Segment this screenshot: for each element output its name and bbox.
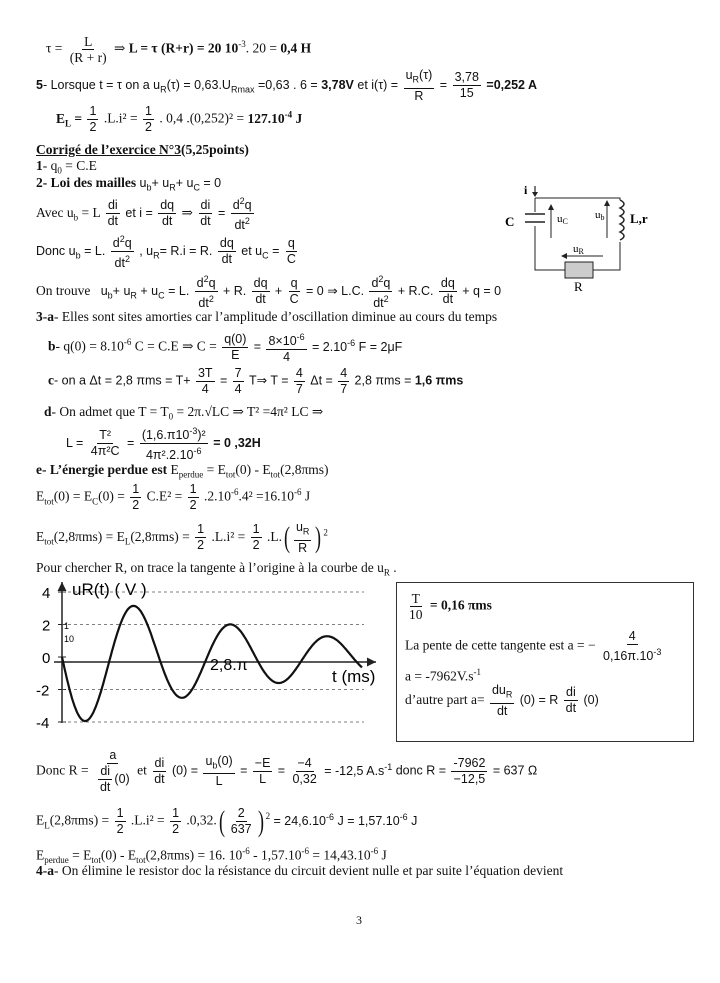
text: = L. [80, 243, 106, 258]
text: .L.i² = [103, 110, 138, 126]
text: , u [139, 243, 154, 258]
fraction [152, 756, 166, 787]
text: - Elles sont sites amorties car l’amplitude d’oscillation diminue au cours du temps [54, 309, 498, 324]
text: E [36, 847, 45, 863]
den: L [215, 774, 223, 789]
q2: 2- Loi des mailles $u_b+ u_R+ u_C = 0$ [36, 175, 222, 193]
text: (τ) = 0,63.U [166, 78, 231, 93]
q3d [44, 404, 323, 422]
num: 3T [197, 366, 213, 380]
text: 2,8 πms = [354, 373, 412, 388]
den: 2 [197, 538, 205, 553]
fraction: $\frac{dq}{dt}$ [219, 236, 234, 267]
fraction [222, 332, 248, 363]
den: L [259, 772, 267, 786]
current-arrow-head-icon [532, 192, 538, 197]
fraction [490, 683, 514, 719]
text: Donc u [36, 243, 76, 258]
text: + q = 0 [462, 283, 502, 298]
num: d [232, 198, 240, 213]
fraction [94, 748, 132, 795]
num: 1 [172, 806, 180, 820]
den: C [286, 252, 296, 267]
text: - Lorsque t = τ on a u [42, 78, 161, 93]
text: Δt = [310, 373, 333, 388]
label: 1 [36, 158, 43, 173]
den: E [231, 348, 240, 363]
text: + [274, 283, 283, 298]
text: F = 2μF [355, 339, 403, 354]
L-calc [66, 424, 261, 463]
text: (0) = [172, 763, 199, 778]
fraction: $\frac{u_R}{R}$ [295, 520, 310, 555]
q3b: b- $q(0) = 8.10^{-6}$ C = C.E ⇒ C = $\frac{q(0)}{E}$ = $\frac{8\times 10^{-6}}{4}$ = $2.10^{-6}$ F = 2μF [48, 332, 403, 365]
sub: tot [225, 469, 236, 480]
x-axis-label: t (ms) [332, 667, 376, 686]
text: - On élimine le resistor doc la résistance du circuit devient nulle et par suite l’équation devient [54, 863, 564, 878]
text: Pour chercher R, on trace la tangente à l’origine à la courbe de u [36, 560, 384, 575]
fraction [253, 756, 273, 787]
den: 4 [283, 350, 291, 365]
annotation: 2,8.π [210, 657, 248, 674]
implies: ⇒ [181, 204, 193, 220]
label: 3-a [36, 309, 54, 324]
capacitor-label: C [505, 214, 515, 229]
text: (0) = [98, 488, 125, 504]
num: 4 [295, 366, 303, 380]
text: + u [151, 176, 170, 190]
den: −12,5 [453, 772, 486, 786]
text: . 0,4 .(0,252)² = [159, 110, 245, 126]
num: T² [99, 428, 112, 443]
sub: R [505, 689, 513, 700]
text: = 14,43.10 [308, 847, 371, 863]
text: = L. [168, 283, 190, 298]
num: q(0) [224, 332, 247, 347]
text: Donc R = [36, 762, 89, 778]
fraction: $\frac{8\times 10^{-6}}{4}$ [268, 332, 305, 365]
ub-text: u [595, 209, 601, 221]
text: donc R = [395, 763, 447, 778]
text: = [268, 243, 280, 258]
den: 7 [295, 382, 303, 396]
den: R [298, 540, 308, 555]
text: - q [42, 158, 58, 173]
fraction [233, 366, 244, 397]
text: J [378, 847, 387, 863]
current-label: i [524, 183, 528, 197]
resistor-label: R [574, 279, 583, 294]
ur-label: uR [573, 243, 584, 256]
text: E [56, 110, 66, 126]
fraction [106, 198, 120, 229]
points: (5,25points) [180, 142, 249, 157]
etot0: $E_{tot}(0) = E_C(0)$ = $\frac{1}{2}$ C.E² = $\frac{1}{2}$ $.2.10^{-6}.4^2 =16.10^{-6}$ J [36, 482, 311, 512]
label: d [44, 404, 52, 419]
text: E [167, 462, 179, 477]
eperdue-line: $E_{perdue} = E_{tot}(0) - E_{tot}(2,8\pi ms) = 16$. $10^{-6} - 1,57.10^{-6} = 14,43.10^{-6}$ J [36, 846, 387, 866]
fraction: $\frac{d^2q}{dt^2}$ [112, 234, 132, 271]
q3c [48, 366, 463, 397]
fraction: $\frac{u_R(\tau)}{R}$ [405, 68, 433, 103]
y-axis-label: uR(t) ( V ) [72, 580, 147, 599]
den: 4π²C [90, 444, 120, 459]
doncR-line: Donc R = a $\frac{di}{dt}$ (0) et $\frac{di}{dt}$ (0) = $\frac{u_b(0)}{L}$ = $\frac{-E}{L}$ = $\frac{-4}{0,32}$ = -12,5 $A.s^{-1}$ donc R = $\frac{-7962}{-12,5}$ = 637 Ω [36, 748, 538, 794]
text: La pente de cette tangente est a = − [405, 637, 596, 653]
el28-line: $E_L(2,8\pi ms)$ = $\frac{1}{2}$ .L.i² = $\frac{1}{2}$ .0,32.( $\frac{2}{637}$ ) $^2 = 24,6.10^{-6}$ $J = 1,57.10^{-6}$ J [36, 804, 418, 838]
den: 4 [234, 382, 242, 396]
tick-small-den: 10 [64, 634, 75, 644]
text: .L.i² = [130, 812, 165, 828]
unit: J [295, 110, 303, 126]
text: (2,8πms) = [49, 812, 110, 828]
text: E [36, 528, 45, 544]
fraction [285, 236, 298, 267]
exp: -6 [123, 337, 132, 348]
fraction: $\frac{u_b(0)}{L}$ [205, 753, 233, 789]
result: = 0 ,32H [213, 435, 261, 450]
text: (2,8πms) = E [53, 528, 125, 544]
text: . 20 = [245, 40, 278, 56]
etot28: $E_{tot}(2,8\pi ms) = E_L(2,8\pi ms)$ = $\frac{1}{2}$ .L.i² = $\frac{1}{2}$ .L.( $\frac{u_R}{R}$ ) $^2$ [36, 520, 328, 555]
tau-line [46, 34, 311, 65]
den: 2 [116, 822, 124, 836]
section-title: Corrigé de l’exercice N°3 [36, 142, 181, 157]
exp: -4 [284, 109, 293, 120]
avec-line: Avec $u_b = L$ $\frac{di}{dt}$ et i = $\frac{dq}{dt}$ ⇒ $\frac{di}{dt}$ = $\frac{d^2q}{dt^2}$ [36, 196, 252, 233]
num: q [287, 236, 295, 251]
num: 1 [144, 104, 152, 118]
text: = [277, 763, 286, 778]
text: = 24,6.10 [273, 813, 326, 828]
num: )² [197, 428, 206, 443]
tangent-info-box: $\frac{T}{10}$ = 0,16 πms La pente de cette tangente est a = − $\frac{4}{0,16\pi.10^{-3}}$ $a = -7962V.s^{-1}$ d’autre part a= $\frac{du_R}{dt}$ (0) = R $\frac{di}{dt}$ (0) [396, 582, 694, 742]
num: di [566, 685, 576, 700]
num: −4 [297, 756, 312, 770]
den: dt [107, 214, 119, 229]
uc-text: u [557, 213, 563, 225]
text: Avec u [36, 204, 74, 220]
label: e- L’énergie perdue est [36, 462, 168, 477]
fraction: $\frac{d^2q}{dt^2}$ [371, 274, 391, 311]
ub-label: ub [595, 209, 605, 222]
energy-line [56, 104, 302, 135]
fraction: $\frac{d^2q}{dt^2}$ [232, 196, 252, 233]
section-heading [36, 142, 249, 158]
den: dt [234, 218, 245, 233]
sub: 0 [57, 165, 62, 176]
text: (2,8πms) = [130, 528, 190, 544]
uc-label: uC [557, 213, 568, 226]
uR-chart [34, 578, 384, 738]
den: 2 [132, 498, 140, 512]
den: 2 [252, 538, 260, 553]
text: = C.E [61, 158, 97, 173]
fraction: $\frac{dq}{dt}$ [440, 276, 455, 307]
fraction [158, 198, 176, 229]
num: u [295, 520, 303, 534]
text: (0) - E [235, 462, 271, 477]
ub-arrow-head-icon [604, 200, 610, 206]
eq: = [439, 78, 448, 93]
qe: e- L’énergie perdue est $E_{perdue} = E_{tot}(0) - E_{tot}(2,8\pi ms)$ [36, 462, 329, 480]
text: .L. [266, 528, 282, 544]
text: et u [241, 243, 263, 258]
label: 4-a [36, 863, 54, 878]
question-5: 5- Lorsque t = τ on a $u_R(\tau) = 0,63.U_{Rmax} =0,63$ . 6 = 3,78V et i(τ) = $\frac{u_R(\tau)}{R}$ = $\frac{3,78}{15}$ =0,252 A [36, 68, 538, 103]
num: L [84, 34, 93, 49]
den: dt [99, 780, 111, 794]
fraction [170, 806, 181, 837]
sub: perdue [178, 469, 204, 480]
text: .L.i² = [211, 528, 246, 544]
fraction [68, 34, 109, 65]
text: = 2.10 [312, 339, 348, 354]
fraction [188, 482, 199, 513]
num: 1 [197, 522, 205, 537]
fraction [564, 685, 578, 716]
text: - 1,57.10 [249, 847, 302, 863]
text: (0) = R [519, 692, 559, 707]
y-tick-label: 2 [42, 617, 51, 635]
donc-line: Donc $u_b = L$. $\frac{d^2q}{dt^2}$ , $u_R= R.i = R$. $\frac{dq}{dt}$ et $u_C$ = $\frac{q}{C}$ [36, 234, 296, 271]
q1 [36, 158, 97, 176]
fraction [196, 366, 215, 397]
fraction [407, 591, 425, 622]
num: q [244, 198, 252, 213]
sub: L [65, 118, 72, 129]
inductor-label: L,r [630, 211, 648, 226]
num: 2 [237, 806, 245, 820]
num: 1 [252, 522, 260, 537]
text: = [240, 763, 248, 778]
exp: -3 [238, 39, 246, 50]
uc-arrow-head-icon [548, 204, 554, 210]
y-tick-label: 4 [42, 585, 51, 602]
fraction [143, 104, 154, 135]
fraction: $\frac{q}{C}$ [289, 276, 299, 307]
den: 0,16π.10 [603, 649, 654, 664]
num: T [411, 591, 420, 606]
label: 2- Loi des mailles [36, 175, 137, 190]
den: dt [565, 701, 577, 716]
fraction: $\frac{d^2q}{dt^2}$ [196, 274, 216, 311]
num: 1 [189, 482, 197, 496]
num: u [405, 68, 413, 82]
implies: ⇒ [114, 40, 126, 56]
text: + u [175, 176, 194, 190]
rlc-circuit-diagram [495, 178, 655, 296]
fraction [195, 522, 206, 553]
num: 7 [234, 366, 242, 380]
text: = [74, 110, 83, 126]
text: T⇒ T = [248, 373, 289, 388]
text: =0,63 . 6 = [254, 78, 318, 93]
text: L = [66, 435, 84, 450]
text: = [253, 339, 262, 354]
text: .2.10 [203, 488, 231, 504]
num: (1,6.π10 [141, 428, 190, 443]
fraction [229, 806, 254, 837]
den: 2 [89, 120, 97, 134]
ur-arrow-head-icon [561, 253, 567, 259]
y-tick-label: 0 [42, 650, 51, 667]
text: (0) - E [100, 847, 137, 863]
fraction: $\frac{4}{0,16\pi.10^{-3}}$ [603, 629, 662, 664]
fraction [89, 428, 122, 459]
tau-eq: τ = [46, 40, 63, 56]
fraction [451, 756, 487, 787]
text: J [301, 488, 311, 504]
text: = E [203, 462, 226, 477]
text: E [36, 488, 45, 504]
den: (R + r) [69, 50, 107, 65]
text: = E [68, 847, 92, 863]
text: J [407, 813, 418, 828]
tick-small: 1 [64, 621, 70, 631]
den: dt [154, 772, 165, 786]
den: 4π².2.10 [145, 448, 194, 463]
text: (0) [583, 692, 599, 707]
text: u [139, 176, 147, 190]
den: 15 [459, 86, 474, 101]
num: 4 [340, 366, 348, 380]
text: = [219, 373, 228, 388]
num: 4 [628, 629, 636, 643]
text: L = τ (R+r) = 20 10 [128, 40, 239, 56]
text: + R. [222, 283, 247, 298]
text: - on a Δt = 2,8 πms = T+ [54, 373, 191, 388]
den: 637 [230, 822, 252, 836]
text: (2,8πms) [280, 462, 329, 477]
num: u [205, 753, 213, 768]
den: 10 [409, 607, 423, 622]
num: 1 [89, 104, 97, 118]
text: J = 1,57.10 [334, 813, 400, 828]
q3a [36, 309, 497, 325]
num: 1 [132, 482, 140, 496]
result: =0,252 A [486, 78, 538, 93]
text: C = C.E ⇒ C = [131, 338, 217, 354]
den: dt [496, 703, 508, 718]
ur-text: u [573, 243, 579, 255]
den: dt [200, 214, 211, 229]
y-tick-label: -4 [36, 715, 50, 732]
num: a [109, 748, 117, 762]
text: d’autre part a= [405, 691, 485, 707]
value: 3,78V [321, 78, 354, 93]
text: - q(0) = 8.10 [55, 338, 124, 354]
result: = 0,16 πms [429, 597, 492, 613]
text: . [389, 560, 397, 575]
den: 2 [172, 822, 180, 836]
text: = [127, 435, 135, 450]
num: di [100, 764, 111, 778]
text: = R.i = R. [159, 243, 213, 258]
fraction [338, 366, 349, 397]
page-number: 3 [356, 913, 362, 927]
text: = -12,5 A.s [324, 763, 385, 778]
num: (0) [217, 753, 233, 768]
den: dt [161, 214, 173, 229]
result: 1,6 πms [414, 373, 464, 388]
fraction [290, 756, 318, 787]
text: = 637 Ω [492, 763, 538, 778]
text: a = -7962V.s [405, 668, 474, 684]
fraction: $\frac{dq}{dt}$ [253, 276, 268, 307]
text: = 2π. [173, 404, 205, 419]
y-tick-label: -2 [36, 682, 50, 700]
num: di [154, 756, 165, 770]
text: ⇒ T² =4π² LC ⇒ [232, 404, 324, 419]
text: On trouve [36, 282, 91, 298]
label: 5 [36, 78, 43, 93]
text: .4² =16.10 [238, 488, 294, 504]
sqrt: √LC [204, 404, 230, 419]
num: −E [254, 756, 271, 770]
fraction [453, 70, 481, 101]
result: 0,4 H [280, 40, 312, 56]
text: et i(τ) = [357, 78, 399, 93]
num: du [491, 683, 506, 697]
num: 8×10 [268, 334, 297, 349]
text: (2,8πms) = 16. 10 [145, 847, 243, 863]
fraction [130, 482, 141, 513]
den: R [414, 88, 424, 103]
resistor [565, 262, 593, 278]
den: 2 [189, 498, 197, 512]
num: di [107, 198, 118, 213]
text: - On admet que T = T [51, 404, 169, 419]
den: 4 [201, 382, 209, 396]
den: 7 [340, 382, 348, 396]
fraction: $\frac{(1,6.\pi 10^{-3})^2}{4\pi^2.2.10^{-6}}$ [141, 426, 206, 463]
text: = 0 ⇒ L.C. [306, 283, 365, 298]
pour-line: Pour chercher R, on trace la tangente à l’origine à la courbe de $u_R$ . [36, 560, 397, 578]
label: c [48, 372, 54, 388]
trouve-line: On trouve $u_b+ u_R + u_C = L$. $\frac{d^2q}{dt^2}$ + R. $\frac{dq}{dt}$ + $\frac{q}{C}$ = 0 ⇒ L.C. $\frac{d^2q}{dt^2}$ + R.C. $\frac{dq}{dt}$ + q = 0 [36, 274, 502, 311]
text: (0) = E [53, 488, 93, 504]
text: et [137, 762, 147, 778]
num: -7962 [453, 756, 486, 770]
text: (0) [114, 772, 130, 786]
fraction [251, 522, 262, 553]
sub: 0 [168, 411, 174, 422]
text: C.E² = [146, 488, 183, 504]
num: 3,78 [454, 70, 479, 85]
fraction [294, 366, 305, 397]
den: 0,32 [292, 772, 317, 786]
num: (τ) [419, 68, 433, 82]
text: = L [78, 204, 101, 220]
text: et i = [125, 205, 153, 220]
text: + R.C. [397, 283, 434, 298]
text: = 0 [199, 176, 222, 190]
num: 1 [116, 806, 124, 820]
den: 2 [144, 120, 152, 134]
text: .0,32. [186, 812, 217, 828]
q4a [36, 863, 563, 879]
num: di [200, 198, 211, 213]
fraction [198, 198, 212, 229]
num: dq [160, 198, 175, 213]
result: 127.10 [247, 110, 285, 126]
fraction [115, 806, 126, 837]
label: b [48, 338, 56, 354]
fraction [87, 104, 98, 135]
text: E [36, 812, 45, 828]
